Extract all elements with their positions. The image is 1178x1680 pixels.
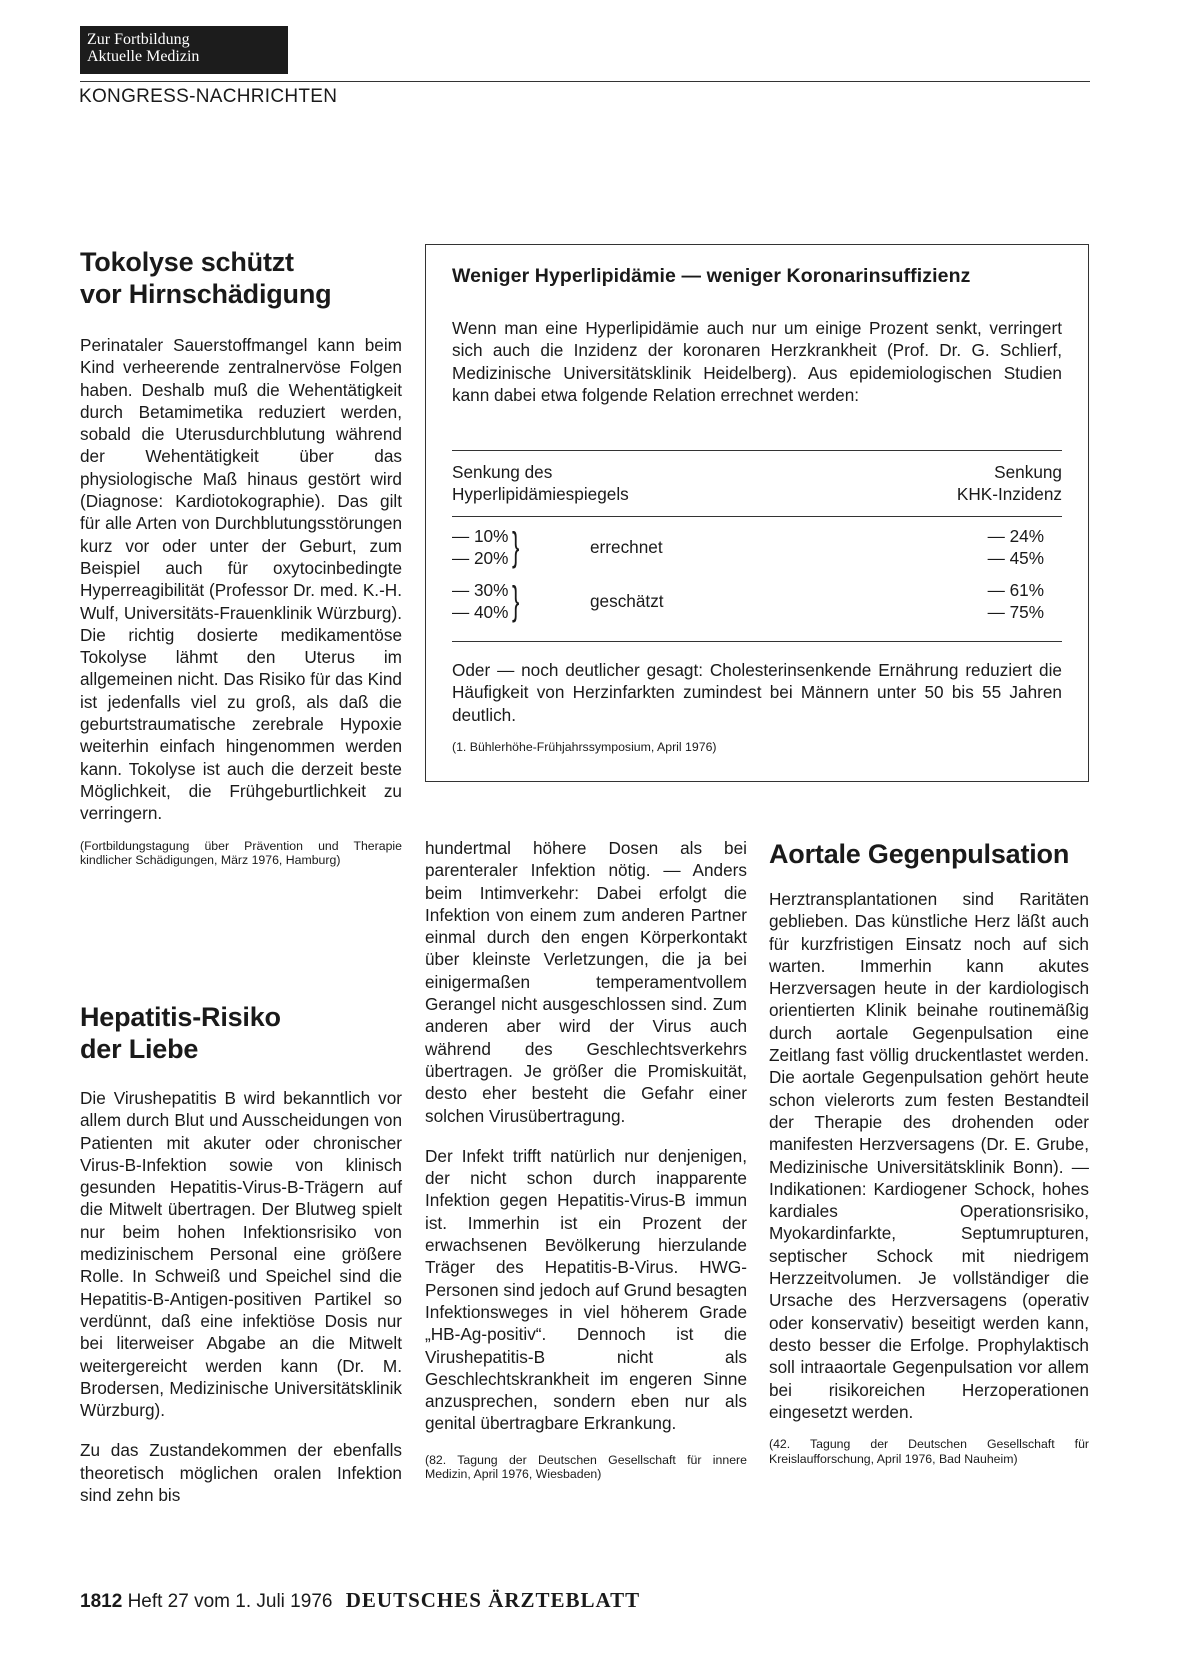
box-title: Weniger Hyperlipidämie — weniger Koronarinsuffizienz — [452, 265, 971, 287]
header-left-line-1: Senkung des — [452, 462, 553, 482]
table-row: — 40% — [452, 602, 509, 622]
article-title — [80, 1001, 402, 1065]
article-source: (82. Tagung der Deutschen Gesellschaft für innere Medizin, April 1976, Wiesbaden) — [425, 1452, 747, 1482]
group-label: geschätzt — [590, 591, 664, 611]
table-row: — 30% — [452, 580, 509, 600]
title-line-1: Tokolyse schützt — [80, 247, 294, 277]
section-badge — [80, 26, 288, 74]
article-source: (Fortbildungstagung über Prävention und Therapie kindlicher Schädigungen, März 1976, Hamburg) — [80, 838, 402, 868]
badge-line-1: Zur Fortbildung — [87, 31, 190, 48]
table-rule-top — [452, 450, 1062, 451]
box-outro: Oder — noch deutlicher gesagt: Cholesterinsenkende Ernährung reduziert die Häufigkeit von Herzinfarkten zumindest bei Männern unter 50 bis 55 Jahren deutlich. — [452, 660, 1062, 725]
article-source: (42. Tagung der Deutschen Gesellschaft für Kreislaufforschung, April 1976, Bad Nauheim) — [769, 1437, 1089, 1466]
article-body: Herztransplantationen sind Raritäten geblieben. Das künstliche Herz läßt auch für kurzfristigen Einsatz noch auf sich warten. Immerhin kann akutes Herzversagen heute in der kardiologisch orientierten Klinik beinahe routinemäßig durch aortale Gegenpulsation eine Zeitlang fast völlig druckentlastet werden. Die aortale Gegenpulsation gehört heute schon vielerorts zum festen Bestandteil der Therapie des drohenden oder manifesten Herzversagens (Dr. E. Grube, Medizinische Universitätsklinik Bonn). — Indikationen: Kardiogener Schock, hohes kardiales Operationsrisiko, Myokardinfarkte, Septumrupturen, septischer Schock mit niedrigem Herzzeitvolumen. Je vollständiger die Ursache des Herzversagens (operativ oder konservativ) beseitigt werden kann, desto besser die Erfolge. Prophylaktisch soll intraaortale Gegenpulsation vor allem bei risikoreichen Herzoperationen eingesetzt werden. — [769, 889, 1089, 1422]
page-number: 1812 — [80, 1591, 123, 1612]
magazine-name: DEUTSCHES ÄRZTEBLATT — [345, 1588, 641, 1612]
table-header-left — [452, 461, 629, 506]
header-left-line-2: Hyperlipidämiespiegels — [452, 484, 629, 505]
article-aortale-gegenpulsation — [769, 838, 1089, 1466]
article-paragraph: Zu das Zustandekommen der ebenfalls theoretisch möglichen oralen Infektion sind zehn bis — [80, 1440, 402, 1506]
brace-icon: } — [512, 525, 520, 569]
table-row: — 61% — [987, 580, 1044, 600]
header-right-line-1: Senkung — [994, 462, 1062, 482]
header-right-line-2: KHK-Inzidenz — [956, 484, 1062, 505]
table-rule-header — [452, 516, 1062, 517]
title-line-2: der Liebe — [80, 1034, 199, 1064]
header-rule — [80, 81, 1090, 82]
article-hepatitis-continued — [425, 837, 747, 1482]
table-row: — 45% — [987, 548, 1044, 568]
group-label: errechnet — [590, 537, 663, 557]
table-row: — 24% — [987, 526, 1044, 546]
table-row: — 75% — [987, 602, 1044, 622]
info-box-hyperlipidaemie — [425, 244, 1089, 782]
table-header-right — [957, 461, 1062, 506]
article-body: Perinataler Sauerstoffmangel kann beim Kind verheerende zentralnervöse Folgen haben. Deshalb muß die Wehentätigkeit durch Betamimetika reduziert werden, sobald die Uterusdurchblutung während der Wehentätigkeit über das physiologische Maß hinaus gestört wird (Diagnose: Kardiotokographie). Das gilt für alle Arten von Durchblutungsstörungen kurz vor oder unter der Geburt, zum Beispiel auch für oxytocinbedingte Hyperreagibilität (Professor Dr. med. K.-H. Wulf, Universitäts-Frauenklinik Würzburg). Die richtig dosierte medikamentöse Tokolyse lähmt den Uterus im allgemeinen nicht. Das Risiko für das Kind ist jedenfalls viel zu groß, als daß die geburtstraumatische zerebrale Hypoxie weiterhin einfach hingenommen werden kann. Tokolyse ist auch die derzeit beste Möglichkeit, die Frühgeburtlichkeit zu verringern. — [80, 335, 402, 824]
brace-icon: } — [512, 579, 520, 623]
article-hepatitis — [80, 1001, 402, 1506]
title-line-1: Hepatitis-Risiko — [80, 1002, 281, 1032]
section-label: KONGRESS-NACHRICHTEN — [79, 86, 338, 107]
article-paragraph: Der Infekt trifft natürlich nur denjenigen, der nicht schon durch inapparente Infektion gegen Hepatitis-Virus-B immun ist. Immerhin ist ein Prozent der erwachsenen Bevölkerung hierzulande Träger des Hepatitis-B-Virus. HWG-Personen sind jedoch auf Grund besagten Infektionsweges in viel höherem Grade „HB-Ag-positiv“. Dennoch ist die Virushepatitis-B nicht als Geschlechtskrankheit im engeren Sinne anzusprechen, sondern eben nur als genital übertragbare Erkrankung. — [425, 1145, 748, 1434]
page-footer — [80, 1588, 640, 1613]
article-title: Aortale Gegenpulsation — [769, 839, 1070, 869]
table-row: — 20% — [452, 548, 509, 568]
box-intro: Wenn man eine Hyperlipidämie auch nur um einige Prozent senkt, verringert sich auch die Inzidenz der koronaren Herzkrankheit (Prof. Dr. G. Schlierf, Medizinische Universitätsklinik Heidelberg). Aus epidemiologischen Studien kann dabei etwa folgende Relation errechnet werden: — [452, 318, 1062, 405]
issue-info: Heft 27 vom 1. Juli 1976 — [127, 1591, 333, 1612]
article-paragraph: Die Virushepatitis B wird bekanntlich vor allem durch Blut und Ausscheidungen von Patienten mit akuter oder chronischer Virus-B-Infektion sowie von klinisch gesunden Hepatitis-Virus-B-Trägern auf die Mitwelt übertragen. Der Blutweg spielt nur beim hohen Infektionsrisiko von medizinischem Personal eine größere Rolle. In Schweiß und Speichel sind die Hepatitis-B-Antigen-positiven Partikel so verdünnt, daß eine infektiöse Dosis nur bei literweiser Abgabe an die Mitwelt weitergereicht werden kann (Dr. M. Brodersen, Medizinische Universitätsklinik Würzburg). — [80, 1088, 402, 1421]
title-line-2: vor Hirnschädigung — [80, 279, 332, 309]
table-row: — 10% — [452, 526, 509, 546]
article-title — [80, 246, 402, 310]
article-tokolyse — [80, 246, 402, 868]
box-source: (1. Bühlerhöhe-Frühjahrssymposium, April 1976) — [452, 740, 717, 754]
article-paragraph: hundertmal höhere Dosen als bei parenteraler Infektion nötig. — Anders beim Intimverkehr: Dabei erfolgt die Infektion von einem zum anderen Partner einmal durch den engen Körperkontakt über kleinste Verletzungen, die ja bei einigermaßen temperamentvollem Gerangel nicht ausgeschlossen sind. Zum anderen aber wird der Virus auch während des Geschlechtsverkehrs übertragen. Je größer die Promiskuität, desto eher besteht die Gefahr einer solchen Virusübertragung. — [425, 838, 747, 1126]
table-rule-bottom — [452, 641, 1062, 642]
badge-line-2: Aktuelle Medizin — [87, 48, 200, 65]
